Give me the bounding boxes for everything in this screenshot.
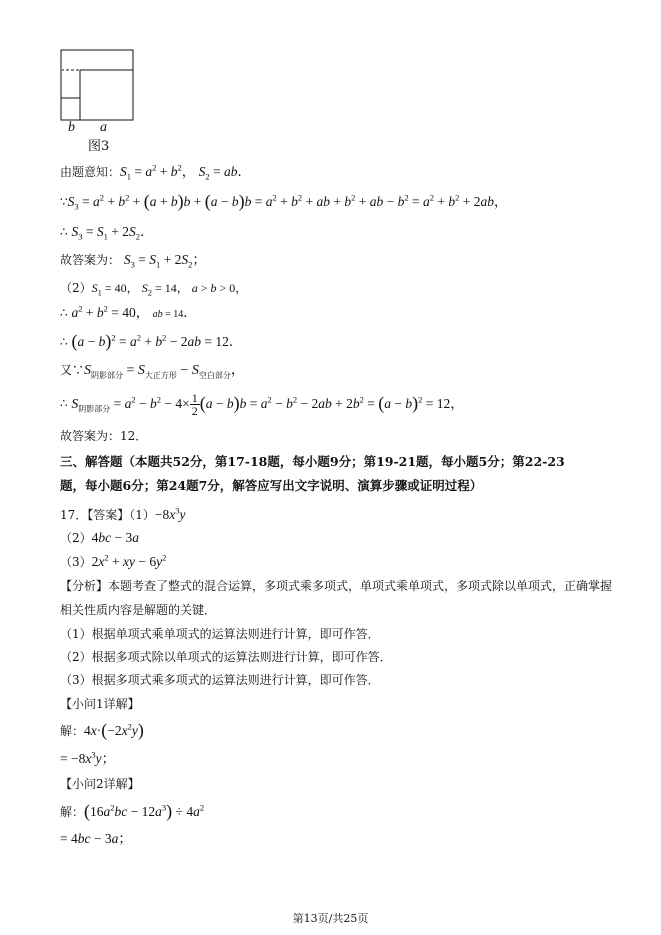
text-line-2: $\because S_3 = a^2 + b^2 + (a + b)b + (a - b)b = a^2 + b^2$ + ab + $b^2$ + ab − $b^2 = a^2 + b^2 + 2ab$， [60,191,508,212]
text-line-3: ∴ $S_3 = S_1 + 2S_2$． [60,224,154,242]
text-line-8: 又$\because S_{阴影部分} = S_{大正方形} - S_{空白部分}$， [60,363,245,380]
q17-answer-1: 17．【答案】$(1)-8x^3y$ [60,505,186,522]
text-line-answer-12: 故答案为：12． [60,429,148,443]
figure-caption: 图3 [88,139,110,154]
text-line-6: ∴ $a^2 + b^2 = 40$， ab = 14． [60,303,197,320]
q17-answer-2: （2）4bc − 3a [60,530,140,545]
text-line-7: ∴ $(a - b)^2 = a^2 + b^2 - 2ab = 12$． [60,331,243,351]
q17-sub2-solve: 解：$(16a^2bc - 12a^3) \div 4a^2$ [60,801,205,821]
section-3-heading-line-1: 三、解答题（本题共52分，第17-18题，每小题9分；第19-21题，每小题5分；第22-23 [60,454,565,469]
figure-3-diagram [60,49,136,123]
q17-analysis-line-1: 【分析】本题考查了整式的混合运算，多项式乘多项式，单项式乘单项式，多项式除以单项式，正确掌握 [60,579,613,593]
text-line-1: 由题意知：$S_1 = a^2 + b^2$， $S_2$ = ab． [60,162,252,182]
q17-analysis-line-2: 相关性质内容是解题的关键． [60,603,217,617]
q17-sub1-solve: 解：$4x\cdot(-2x^2y)$ [60,720,144,740]
figure-label-b: b [68,120,75,135]
q17-sub2-result: = 4bc − 3a； [60,831,132,846]
q17-step-3: （3）根据多项式乘多项式的运算法则进行计算，即可作答． [60,673,380,687]
q17-step-2: （2）根据多项式除以单项式的运算法则进行计算，即可作答． [60,650,392,664]
q17-sub2-title: 【小问2详解】 [60,777,140,791]
text-line-4: 故答案为： $S_3 = S_1 + 2S_2$； [60,252,206,270]
q17-answer-3: $(3)2x^2$ + xy − $6y^2$ [60,552,167,569]
figure-label-a: a [100,120,107,135]
text-line-5: $(2)S_1 = 40$， $S_2 = 14$， a > b > 0， [60,281,248,298]
q17-step-1: （1）根据单项式乘单项式的运算法则进行计算，即可作答． [60,627,380,641]
page-footer: 第13页/共25页 [292,912,369,925]
text-line-9: ∴ $S_{阴影部分} = a^2 - b^2 - 4\times$ $\frac{1}{2}$ $(a - b)b = a^2 - b^2 - 2ab + 2b^2 = (a - b)^2 = 12$， [60,391,464,418]
section-3-heading-line-2: 题，每小题6分；第24题7分，解答应写出文字说明、演算步骤或证明过程） [60,478,483,493]
outer-rectangle [61,50,133,120]
q17-sub1-result: = $-8x^3y$； [60,749,116,766]
q17-sub1-title: 【小问1详解】 [60,697,140,711]
